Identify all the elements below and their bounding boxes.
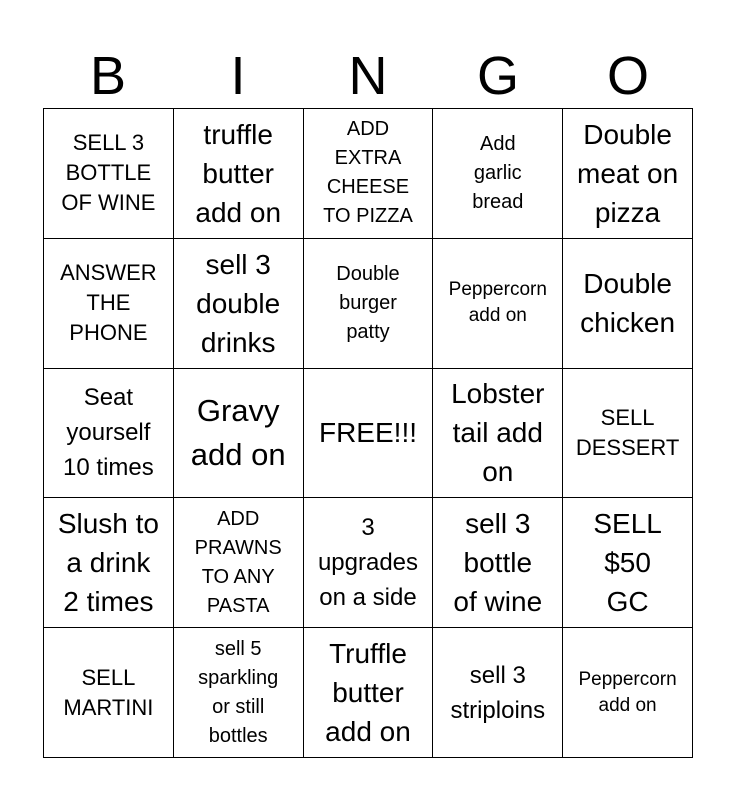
bingo-cell[interactable]: Double chicken xyxy=(563,239,693,369)
bingo-cell[interactable]: Seat yourself 10 times xyxy=(44,369,174,499)
header-letter-o: O xyxy=(606,46,649,106)
header-letter-i: I xyxy=(230,46,246,106)
bingo-cell[interactable]: SELL $50 GC xyxy=(563,498,693,628)
bingo-cell[interactable]: ADD EXTRA CHEESE TO PIZZA xyxy=(304,109,434,239)
bingo-cell[interactable]: sell 3 double drinks xyxy=(174,239,304,369)
bingo-cell[interactable]: Add garlic bread xyxy=(433,109,563,239)
header-letter-b: B xyxy=(89,46,127,106)
bingo-cell[interactable]: sell 5 sparkling or still bottles xyxy=(174,628,304,758)
bingo-cell[interactable]: Double meat on pizza xyxy=(563,109,693,239)
bingo-cell[interactable]: Slush to a drink 2 times xyxy=(44,498,174,628)
bingo-cell[interactable]: Gravy add on xyxy=(174,369,304,499)
bingo-cell[interactable]: Lobster tail add on xyxy=(433,369,563,499)
bingo-cell[interactable]: sell 3 striploins xyxy=(433,628,563,758)
bingo-cell[interactable]: 3 upgrades on a side xyxy=(304,498,434,628)
bingo-cell[interactable]: Truffle butter add on xyxy=(304,628,434,758)
bingo-header xyxy=(43,44,693,108)
bingo-cell[interactable]: SELL MARTINI xyxy=(44,628,174,758)
header-letter-g: G xyxy=(476,46,519,106)
bingo-cell[interactable]: ANSWER THE PHONE xyxy=(44,239,174,369)
bingo-card xyxy=(43,108,693,758)
bingo-cell[interactable]: Double burger patty xyxy=(304,239,434,369)
bingo-cell[interactable]: SELL DESSERT xyxy=(563,369,693,499)
bingo-cell[interactable]: sell 3 bottle of wine xyxy=(433,498,563,628)
bingo-cell[interactable]: Peppercorn add on xyxy=(433,239,563,369)
bingo-cell[interactable]: Peppercorn add on xyxy=(563,628,693,758)
header-letter-n: N xyxy=(348,46,388,106)
bingo-cell[interactable]: truffle butter add on xyxy=(174,109,304,239)
bingo-cell-free[interactable]: FREE!!! xyxy=(304,369,434,499)
bingo-cell[interactable]: ADD PRAWNS TO ANY PASTA xyxy=(174,498,304,628)
bingo-cell[interactable]: SELL 3 BOTTLE OF WINE xyxy=(44,109,174,239)
